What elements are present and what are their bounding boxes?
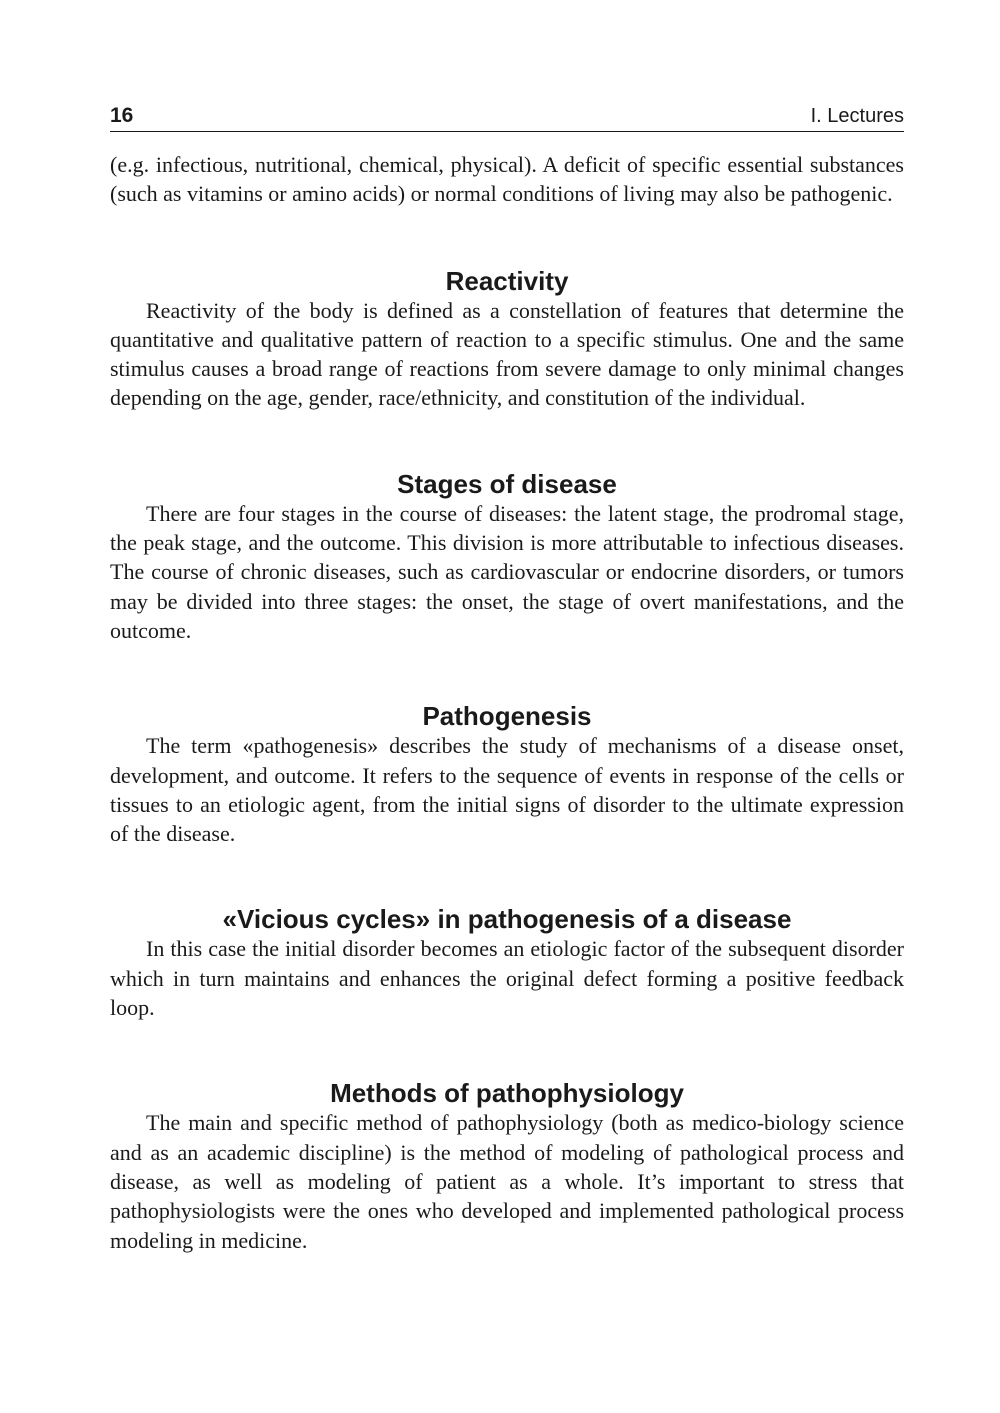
book-page bbox=[110, 100, 904, 1255]
section-pathogenesis bbox=[110, 701, 904, 848]
section-heading: «Vicious cycles» in pathogenesis of a disease bbox=[222, 904, 792, 935]
section-heading: Stages of disease bbox=[397, 468, 617, 499]
intro-paragraph: (e.g. infectious, nutritional, chemical, physical). A deficit of specific essential substances (such as vitamins or amino acids) or normal conditions of living may also be pathogenic. bbox=[110, 152, 904, 207]
section-paragraph: There are four stages in the course of diseases: the latent stage, the prodromal stage, the peak stage, and the outcome. This division is more attributable to infectious diseases. The course of chronic diseases, such as cardiovascular or endocrine disorders, or tumors may be divided into three stages: the onset, the stage of overt manifestations, and the outcome. bbox=[110, 500, 904, 643]
section-methods-of-pathophysiology bbox=[110, 1078, 904, 1254]
section-paragraph: Reactivity of the body is defined as a constellation of features that determine the quantitative and qualitative pattern of reaction to a specific stimulus. One and the same stimulus causes a broad range of reactions from severe damage to only minimal changes depending on the age, gender, race/ethnicity, and constitution of the individual. bbox=[110, 297, 904, 411]
section-reactivity bbox=[110, 266, 904, 413]
page-number: 16 bbox=[110, 104, 134, 127]
section-stages-of-disease bbox=[110, 469, 904, 645]
section-paragraph: The term «pathogenesis» describes the study of mechanisms of a disease onset, development, and outcome. It refers to the sequence of events in response of the cells or tissues to an etiologic agent, from the initial signs of disorder to the ultimate expression of the disease. bbox=[110, 733, 904, 847]
section-heading: Reactivity bbox=[445, 265, 569, 296]
running-head bbox=[110, 100, 904, 132]
section-vicious-cycles bbox=[110, 904, 904, 1022]
running-title: I. Lectures bbox=[810, 105, 904, 127]
section-paragraph: The main and specific method of pathophysiology (both as medico-biology science and as an academic discipline) is the method of modeling of pathological process and disease, as well as modeling of patient as a whole. It’s important to stress that pathophysiologists were the ones who developed and implemented pathological process modeling in medicine. bbox=[110, 1110, 904, 1253]
section-paragraph: In this case the initial disorder becomes an etiologic factor of the subsequent disorder which in turn maintains and enhances the original defect forming a positive feedback loop. bbox=[110, 936, 904, 1021]
section-heading: Methods of pathophysiology bbox=[330, 1078, 684, 1109]
section-heading: Pathogenesis bbox=[422, 701, 592, 732]
